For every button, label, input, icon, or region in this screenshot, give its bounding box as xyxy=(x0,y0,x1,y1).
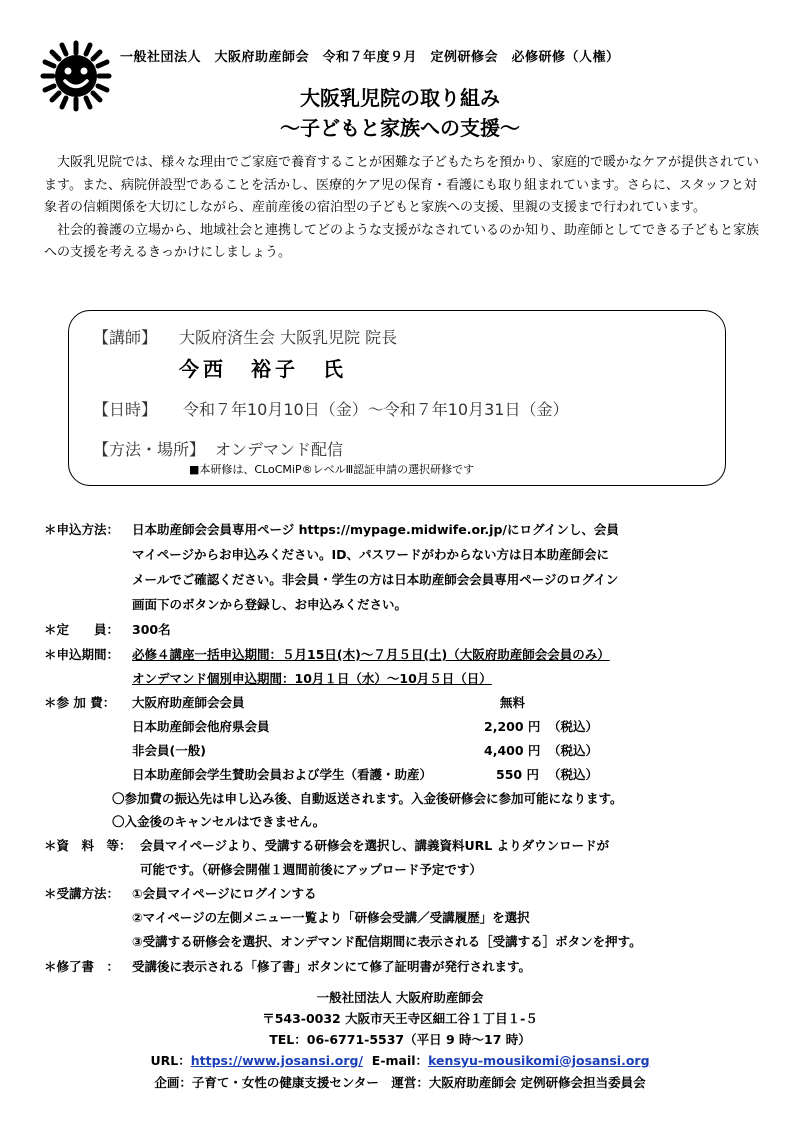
header-line: 一般社団法人 大阪府助産師会 令和７年度９月 定例研修会 必修研修（人権） xyxy=(120,50,620,65)
apply-method-line-4: 画面下のボタンから登録し、お申込みください。 xyxy=(132,597,408,612)
apply-method-line-2: マイページからお申込みください。ID、パスワードがわからない方は日本助産師会に xyxy=(132,547,610,562)
datetime-value: 令和７年10月10日（金）～令和７年10月31日（金） xyxy=(183,400,569,419)
certificate-label: ＊修了書 ： xyxy=(44,959,120,974)
how-to-attend-step-2: ②マイページの左側メニュー一覧より「研修会受講／受講履歴」を選択 xyxy=(132,910,530,925)
period-line-1: 必修４講座一括申込期間：５月15日(木)～７月５日(土)（大阪府助産師会会員のみ） xyxy=(132,647,610,662)
url-label: URL： xyxy=(150,1053,191,1068)
fee-note-2: 〇入金後のキャンセルはできません。 xyxy=(112,814,326,829)
period-line-2: オンデマンド個別申込期間：10月１日（水）～10月５日（日） xyxy=(132,671,492,686)
fee-note-1: 〇参加費の振込先は申し込み後、自動返送されます。入金後研修会に参加可能になります。 xyxy=(112,791,623,806)
apply-method-line-3: メールでご確認ください。非会員・学生の方は日本助産師会会員専用ページのログイン xyxy=(132,572,619,587)
lecturer-label: 【講師】 xyxy=(93,328,158,347)
how-to-attend-step-1: ①会員マイページにログインする xyxy=(132,886,317,901)
intro-text xyxy=(44,152,760,265)
fee-tax-3: （税込） xyxy=(548,743,599,758)
certificate-value: 受講後に表示される「修了書」ボタンにて修了証明書が発行されます。 xyxy=(132,959,532,974)
fee-who-2: 日本助産師会他府県会員 xyxy=(132,719,270,734)
fee-tax-2: （税込） xyxy=(548,719,599,734)
fee-label: ＊参 加 費： xyxy=(44,695,116,710)
lecturer-name: 今西 裕子 氏 xyxy=(179,357,347,381)
datetime-label: 【日時】 xyxy=(93,400,158,419)
email-label: E-mail： xyxy=(371,1053,429,1068)
method-value: オンデマンド配信 xyxy=(215,440,344,459)
fee-who-1: 大阪府助産師会会員 xyxy=(132,695,245,710)
capacity-label: ＊定 員： xyxy=(44,622,120,637)
fee-who-3: 非会員(一般) xyxy=(132,743,206,758)
footer-tel: TEL：06-6771-5537（平日 9 時～17 時） xyxy=(269,1032,531,1047)
period-label: ＊申込期間： xyxy=(44,647,120,662)
how-to-attend-step-3: ③受講する研修会を選択、オンデマンド配信期間に表示される［受講する］ボタンを押す。 xyxy=(132,934,642,949)
method-label: 【方法・場所】 xyxy=(93,440,206,459)
apply-method-label: ＊申込方法： xyxy=(44,522,120,537)
footer-address: 〒543-0032 大阪市天王寺区細工谷１丁目１-５ xyxy=(262,1011,538,1026)
fee-price-2: 2,200 円 xyxy=(484,719,541,734)
fee-price-4: 550 円 xyxy=(496,767,539,782)
capacity-value: 300名 xyxy=(132,622,171,637)
materials-label: ＊資 料 等： xyxy=(44,838,132,853)
lecturer-org: 大阪府済生会 大阪乳児院 院長 xyxy=(179,328,398,347)
footer-planning: 企画：子育て・女性の健康支援センター 運営：大阪府助産師会 定例研修会担当委員会 xyxy=(154,1075,646,1090)
apply-method-line-1: 日本助産師会会員専用ページ https://mypage.midwife.or.jp/にログインし、会員 xyxy=(132,522,619,537)
intro-paragraph-2: 社会的養護の立場から、地域社会と連携してどのような支援がなされているのか知り、助産師としてできる子どもと家族への支援を考えるきっかけにしましょう。 xyxy=(44,222,760,261)
website-link[interactable]: https://www.josansi.org/ xyxy=(190,1053,364,1068)
intro-paragraph-1: 大阪乳児院では、様々な理由でご家庭で養育することが困難な子どもたちを預かり、家庭的で暖かなケアが提供されています。また、病院併設型であることを活かし、医療的ケア児の保育・看護にも取り組まれています。さらに、スタッフと対象者の信頼関係を大切にしながら、産前産後の宿泊型の子どもと家族への支援、里親の支援まで行われています。 xyxy=(44,155,760,216)
footer-org: 一般社団法人 大阪府助産師会 xyxy=(316,990,484,1005)
how-to-attend-label: ＊受講方法： xyxy=(44,886,120,901)
footer-contact xyxy=(0,1051,800,1069)
lecture-info-box xyxy=(68,310,726,486)
fee-who-4: 日本助産師会学生賛助会員および学生（看護・助産） xyxy=(132,767,433,782)
fee-price-1: 無料 xyxy=(500,695,526,710)
email-link[interactable]: kensyu-mousikomi@josansi.org xyxy=(428,1053,650,1068)
fee-price-3: 4,400 円 xyxy=(484,743,541,758)
materials-line-1: 会員マイページより、受講する研修会を選択し、講義資料URL よりダウンロードが xyxy=(140,838,610,853)
infobox-note: ■本研修は、CLoCMiP®レベルⅢ認証申請の選択研修です xyxy=(189,463,475,476)
materials-line-2: 可能です。（研修会開催１週間前後にアップロード予定です） xyxy=(140,862,482,877)
title-line-1: 大阪乳児院の取り組み xyxy=(300,86,500,110)
fee-tax-4: （税込） xyxy=(548,767,599,782)
title-line-2: ～子どもと家族への支援～ xyxy=(280,116,520,140)
